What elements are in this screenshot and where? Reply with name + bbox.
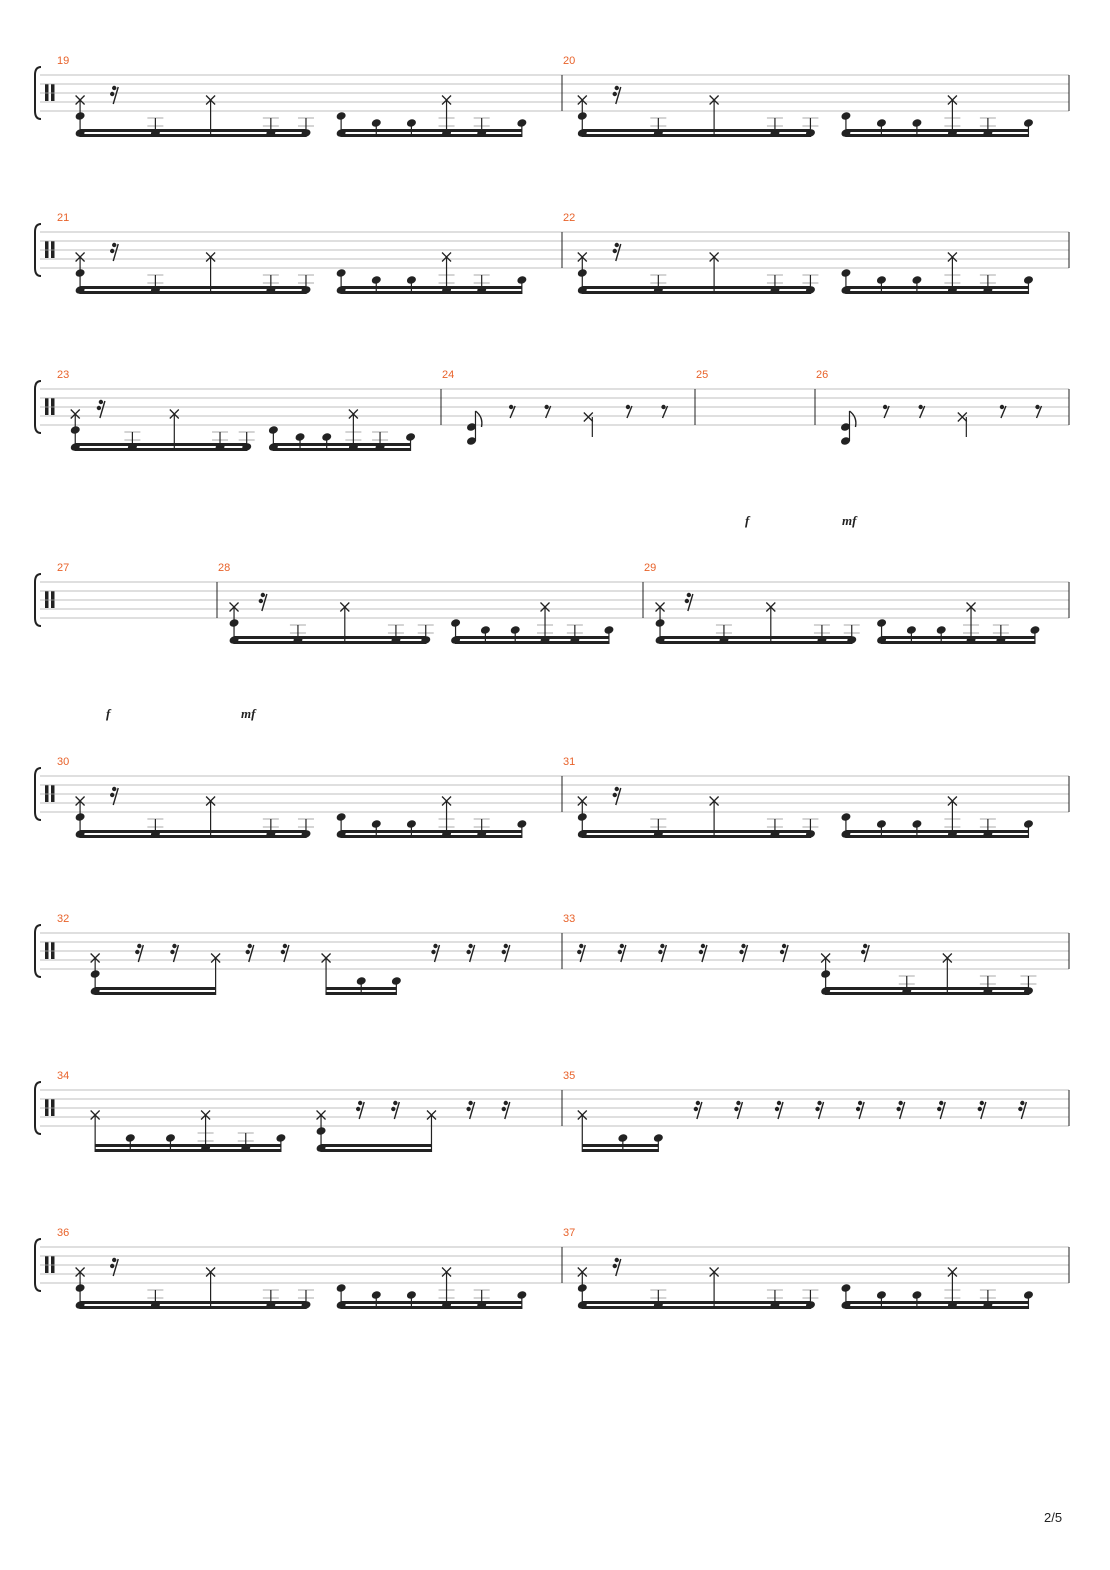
staff-system <box>35 369 1069 452</box>
staff-system <box>35 1070 1069 1153</box>
measure <box>563 913 1036 996</box>
measure-number: 26 <box>816 369 829 381</box>
measure <box>57 756 527 839</box>
measure-number: 34 <box>57 1070 70 1082</box>
measure-number: 27 <box>57 562 70 574</box>
measure-number: 19 <box>57 55 70 67</box>
measure-number: 20 <box>563 55 576 67</box>
measure-number: 23 <box>57 369 70 381</box>
measure <box>57 369 416 452</box>
percussion-clef <box>45 942 49 959</box>
measure <box>563 212 1034 295</box>
measure <box>563 756 1034 839</box>
page-number: 2/5 <box>1044 1510 1063 1525</box>
percussion-clef <box>45 1099 49 1116</box>
measure <box>57 913 510 996</box>
measure-number: 35 <box>563 1070 576 1082</box>
measure-number: 30 <box>57 756 70 768</box>
staff-system <box>35 212 1069 295</box>
percussion-clef <box>45 241 49 258</box>
measure-number: 37 <box>563 1227 576 1239</box>
percussion-clef <box>45 1256 49 1273</box>
measure <box>57 1070 510 1153</box>
dynamic-marking: f <box>745 513 750 528</box>
measure <box>696 369 708 381</box>
measure-number: 25 <box>696 369 709 381</box>
measure <box>563 1227 1034 1310</box>
measure <box>57 212 527 295</box>
dynamic-marking: mf <box>842 513 857 528</box>
measure <box>563 55 1034 138</box>
percussion-clef <box>45 591 49 608</box>
staff-system <box>35 756 1069 839</box>
dynamic-marking: f <box>106 706 111 721</box>
measure-number: 29 <box>644 562 657 574</box>
measure-number: 28 <box>218 562 231 574</box>
measure <box>57 55 527 138</box>
staff-system <box>35 1227 1069 1310</box>
measure-number: 36 <box>57 1227 70 1239</box>
measure <box>57 562 69 574</box>
measure <box>644 562 1040 645</box>
measure-number: 31 <box>563 756 576 768</box>
dynamic-marking: mf <box>241 706 256 721</box>
staff-system <box>35 55 1069 138</box>
measure <box>57 1227 527 1310</box>
measure-number: 22 <box>563 212 576 224</box>
measure <box>816 369 1042 446</box>
staff-system <box>35 562 1069 645</box>
measure-number: 21 <box>57 212 70 224</box>
measure-number: 33 <box>563 913 576 925</box>
staff-system <box>35 913 1069 996</box>
percussion-clef <box>45 84 49 101</box>
percussion-clef <box>45 398 49 415</box>
measure-number: 32 <box>57 913 70 925</box>
measure <box>218 562 614 645</box>
measure <box>563 1070 1026 1152</box>
measure-number: 24 <box>442 369 455 381</box>
percussion-clef <box>45 785 49 802</box>
measure <box>442 369 668 446</box>
